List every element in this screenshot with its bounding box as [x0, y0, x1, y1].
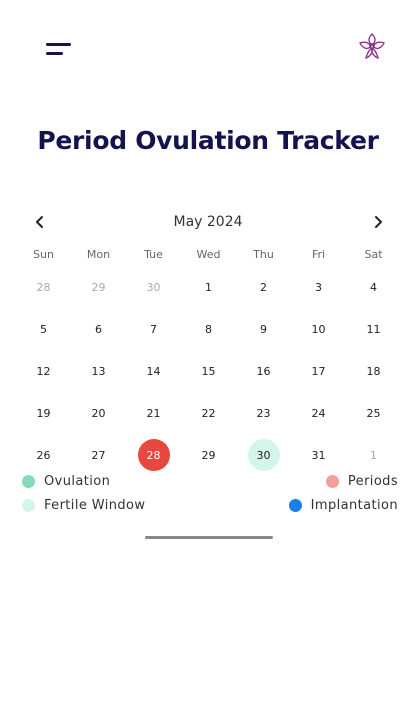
day-cell[interactable] — [181, 266, 236, 308]
month-label: May 2024 — [173, 214, 243, 230]
day-cell[interactable] — [291, 350, 346, 392]
day-number: 14 — [146, 364, 161, 378]
day-number: 1 — [370, 448, 377, 462]
legend-dot-periods — [326, 475, 339, 488]
day-cell[interactable] — [16, 350, 71, 392]
calendar-header — [16, 206, 400, 238]
calendar — [16, 206, 400, 476]
legend-label: Periods — [347, 474, 398, 489]
menu-icon — [46, 43, 71, 46]
day-cell[interactable] — [346, 266, 401, 308]
legend-label: Ovulation — [44, 474, 111, 489]
legend-label: Fertile Window — [44, 498, 146, 513]
day-number: 4 — [370, 280, 377, 294]
day-number: 29 — [91, 280, 106, 294]
day-number: 27 — [91, 448, 106, 462]
day-cell[interactable] — [126, 308, 181, 350]
day-number: 28 — [138, 439, 170, 471]
weekday-label: Thu — [253, 248, 274, 261]
day-number: 30 — [146, 280, 161, 294]
legend-ovulation — [22, 474, 110, 489]
day-cell[interactable] — [16, 308, 71, 350]
day-number: 15 — [201, 364, 216, 378]
day-cell[interactable] — [16, 392, 71, 434]
day-number: 6 — [95, 322, 102, 336]
weekday-label: Sun — [33, 248, 54, 261]
day-cell[interactable] — [126, 392, 181, 434]
day-cell[interactable] — [71, 308, 126, 350]
chevron-right-icon[interactable] — [366, 210, 390, 234]
day-number: 13 — [91, 364, 106, 378]
day-number: 12 — [36, 364, 51, 378]
day-cell[interactable] — [346, 308, 401, 350]
day-cell-fertile[interactable] — [236, 434, 291, 476]
day-cell[interactable] — [71, 266, 126, 308]
day-cell[interactable] — [236, 308, 291, 350]
weekday-label: Fri — [311, 248, 326, 261]
day-cell[interactable] — [291, 308, 346, 350]
day-cell[interactable] — [16, 434, 71, 476]
day-number: 25 — [366, 406, 381, 420]
day-number: 2 — [260, 280, 267, 294]
bottom-sheet-handle[interactable] — [145, 536, 273, 539]
weekday-header — [16, 244, 400, 266]
day-number: 16 — [256, 364, 271, 378]
day-number: 22 — [201, 406, 216, 420]
day-cell[interactable] — [181, 350, 236, 392]
legend-periods — [326, 474, 398, 489]
day-number: 17 — [311, 364, 326, 378]
day-number: 20 — [91, 406, 106, 420]
weekday-label: Wed — [196, 248, 221, 261]
day-cell[interactable] — [346, 392, 401, 434]
day-number: 19 — [36, 406, 51, 420]
day-cell[interactable] — [181, 308, 236, 350]
day-number: 8 — [205, 322, 212, 336]
legend-dot-implantation — [289, 499, 302, 512]
lotus-logo-icon — [356, 30, 388, 62]
day-cell[interactable] — [236, 350, 291, 392]
day-cell[interactable] — [291, 266, 346, 308]
day-number: 28 — [36, 280, 51, 294]
day-number: 3 — [315, 280, 322, 294]
weekday-label: Tue — [144, 248, 163, 261]
day-cell[interactable] — [126, 350, 181, 392]
day-number: 21 — [146, 406, 161, 420]
legend-dot-fertile — [22, 499, 35, 512]
legend-implantation — [289, 498, 398, 513]
day-number: 31 — [311, 448, 326, 462]
day-number: 18 — [366, 364, 381, 378]
legend — [22, 474, 398, 526]
day-number: 7 — [150, 322, 157, 336]
weekday-label: Sat — [364, 248, 383, 261]
day-cell[interactable] — [71, 434, 126, 476]
day-number: 1 — [205, 280, 212, 294]
menu-icon-line — [46, 52, 63, 55]
day-number: 5 — [40, 322, 47, 336]
day-cell[interactable] — [126, 266, 181, 308]
legend-label: Implantation — [310, 498, 398, 513]
day-cell[interactable] — [236, 392, 291, 434]
page-title: Period Ovulation Tracker — [37, 126, 379, 155]
day-cell[interactable] — [181, 434, 236, 476]
weekday-label: Mon — [86, 248, 111, 261]
day-cell[interactable] — [291, 392, 346, 434]
day-number: 10 — [311, 322, 326, 336]
day-cell[interactable] — [16, 266, 71, 308]
day-cell[interactable] — [181, 392, 236, 434]
day-number: 30 — [248, 439, 280, 471]
day-number: 26 — [36, 448, 51, 462]
day-number: 29 — [201, 448, 216, 462]
day-cell[interactable] — [236, 266, 291, 308]
day-cell[interactable] — [291, 434, 346, 476]
day-cell[interactable] — [71, 392, 126, 434]
day-cell[interactable] — [71, 350, 126, 392]
day-number: 9 — [260, 322, 267, 336]
day-cell[interactable] — [346, 350, 401, 392]
legend-dot-ovulation — [22, 475, 35, 488]
day-cell[interactable] — [346, 434, 401, 476]
menu-button[interactable] — [40, 36, 80, 64]
day-cell-period[interactable] — [126, 434, 181, 476]
legend-fertile-window — [22, 498, 145, 513]
day-number: 24 — [311, 406, 326, 420]
day-number: 11 — [366, 322, 381, 336]
day-grid — [16, 266, 400, 476]
day-number: 23 — [256, 406, 271, 420]
